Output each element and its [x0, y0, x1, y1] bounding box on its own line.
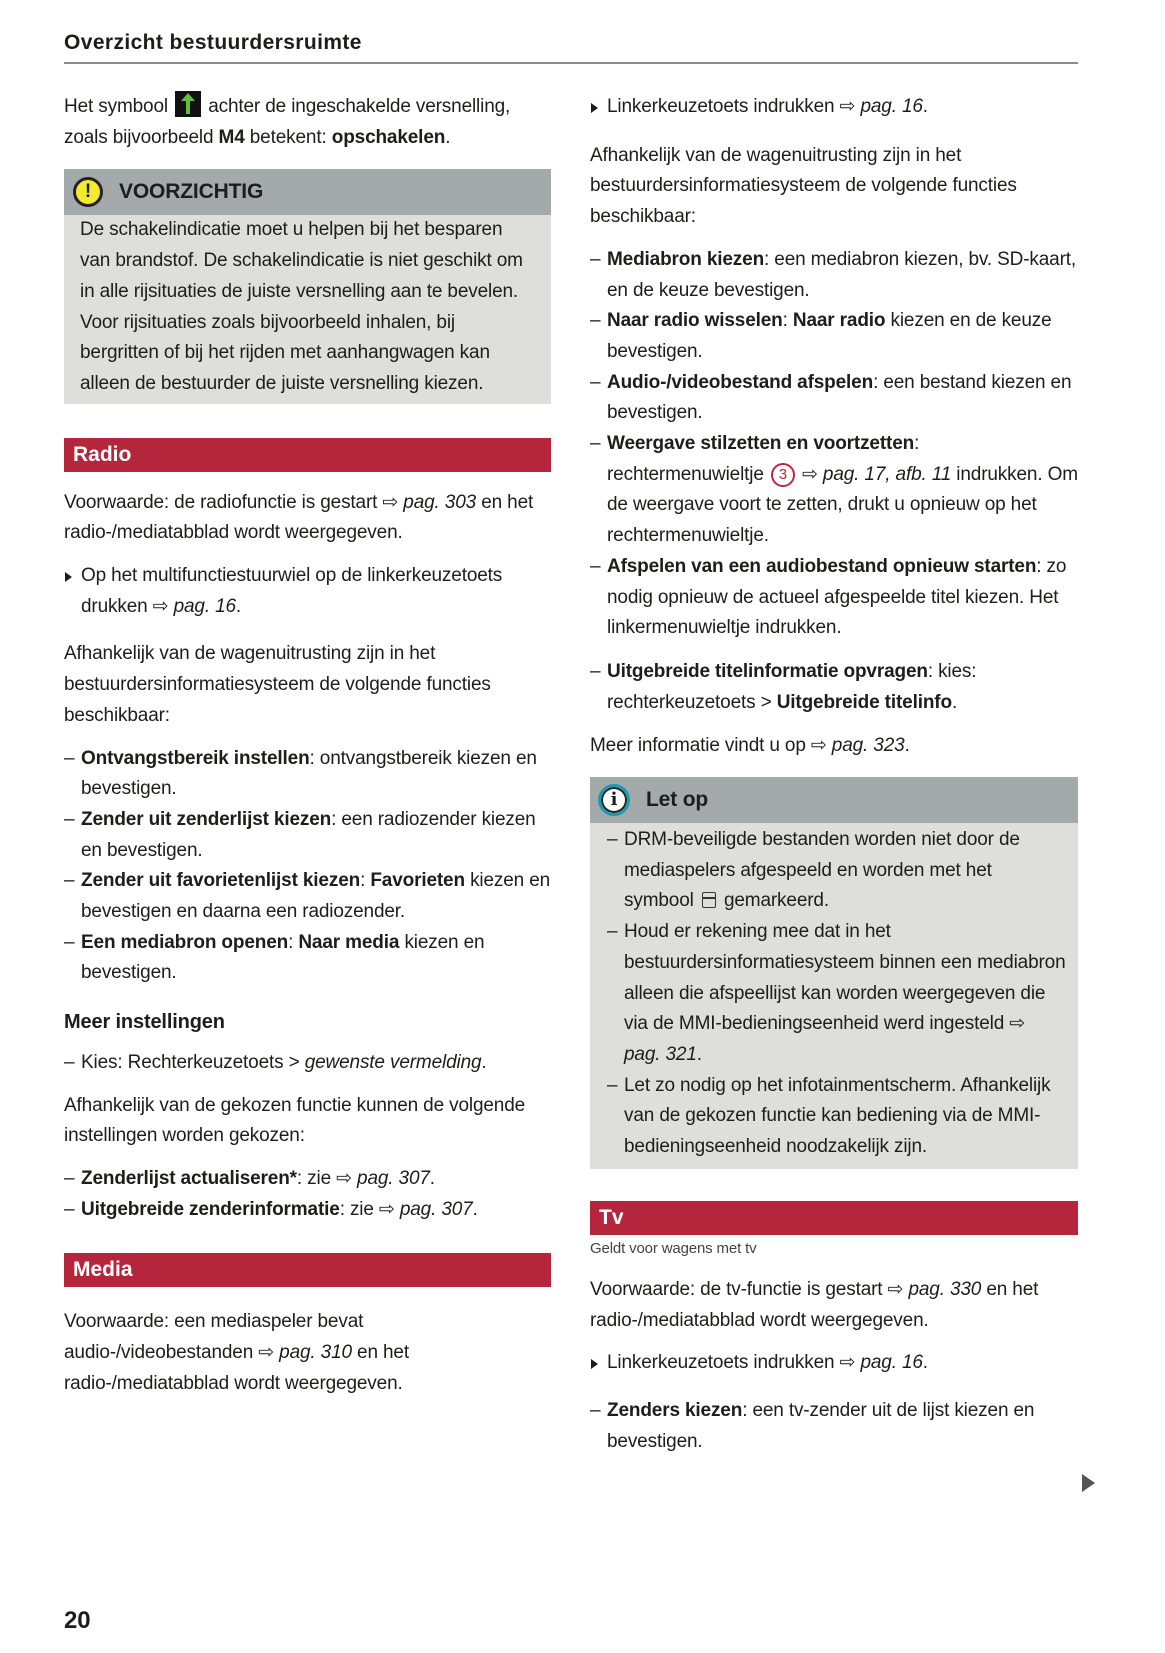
text: : — [782, 310, 793, 332]
text: betekent: — [244, 126, 332, 148]
bold-text: Zenders kiezen — [607, 1399, 743, 1421]
dash: – — [607, 829, 618, 851]
dash: – — [590, 371, 601, 393]
dash: – — [590, 555, 601, 577]
dash: – — [64, 1051, 75, 1073]
dash: – — [590, 1399, 601, 1421]
page-reference: pag. 321 — [624, 1043, 697, 1065]
text: kiezen en bevestigen. — [81, 931, 485, 984]
dash: – — [64, 931, 75, 953]
page-reference: pag. 310 — [279, 1342, 352, 1364]
more-settings-heading: Meer instellingen — [64, 1011, 225, 1034]
list-item-text — [81, 1052, 487, 1073]
tv-condition — [590, 1275, 1078, 1336]
dash: – — [64, 747, 75, 769]
text: Linkerkeuzetoets indrukken ⇨ — [607, 96, 861, 117]
text: Voorwaarde: de radiofunctie is gestart ⇨ — [64, 491, 404, 513]
dash: – — [64, 1167, 75, 1189]
media-condition — [64, 1307, 551, 1399]
page-reference: gewenste vermelding — [304, 1051, 482, 1073]
text: : rechtermenuwieltje — [607, 433, 920, 485]
header-divider — [64, 62, 1078, 64]
bold-text: Uitgebreide zenderinformatie — [81, 1198, 340, 1220]
dash: – — [64, 870, 75, 892]
tv-subtitle: Geldt voor wagens met tv — [590, 1239, 757, 1257]
page-reference: pag. 17, afb. 11 — [822, 463, 952, 485]
dash: – — [590, 660, 601, 682]
list-item-text — [81, 1199, 478, 1220]
lock-icon — [702, 892, 716, 908]
text: en het radio-/mediatabblad wordt weergegeven. — [64, 491, 534, 544]
warning-box — [64, 169, 551, 403]
text: : zie ⇨ — [339, 1198, 400, 1220]
list-item — [64, 1195, 551, 1226]
text: Voorwaarde: een mediaspeler bevat audio-/videobestanden ⇨ — [64, 1311, 364, 1364]
text: Afhankelijk van de wagenuitrusting zijn in het bestuurdersinformatiesysteem de volgende functies beschikbaar: — [590, 144, 1017, 228]
bold-text: Weergave stilzetten en voortzetten — [607, 433, 915, 455]
text: gemarkeerd. — [718, 890, 829, 912]
page-number: 20 — [64, 1607, 91, 1634]
text: Kies: Rechterkeuzetoets > — [81, 1051, 305, 1073]
text: kiezen en bevestigen en daarna een radiozender. — [81, 870, 551, 923]
text: . — [951, 691, 958, 713]
text: Meer informatie vindt u op ⇨ — [590, 735, 832, 757]
dash: – — [590, 248, 601, 270]
text: DRM-beveiligde bestanden worden niet door de mediaspelers afgespeeld en worden met het symbool — [624, 829, 1020, 912]
text: Op het multifunctiestuurwiel op de linkerkeuzetoets drukken ⇨ — [81, 565, 503, 617]
more-settings-intro — [64, 1091, 551, 1152]
warning-title: VOORZICHTIG — [119, 180, 264, 204]
list-item-text — [607, 372, 1071, 424]
dash: – — [607, 1074, 618, 1096]
bold-text: M4 — [218, 126, 245, 148]
upshift-arrow-icon — [175, 91, 201, 117]
text: en het radio-/mediatabblad wordt weergegeven. — [64, 1342, 409, 1394]
bold-text: Naar radio — [792, 310, 886, 332]
bold-text: Mediabron kiezen — [607, 248, 765, 270]
note-list — [590, 823, 1078, 1169]
note-box — [590, 777, 1078, 1169]
tv-step — [590, 1348, 1078, 1379]
text: . — [472, 1198, 478, 1220]
list-item — [590, 552, 1078, 644]
page-reference: pag. 307 — [357, 1167, 430, 1189]
list-item — [590, 429, 1078, 552]
page-reference: pag. 16 — [860, 96, 923, 117]
page-reference: pag. 330 — [908, 1278, 982, 1300]
text: achter de ingeschakelde versnelling, zoals bijvoorbeeld — [64, 96, 511, 148]
text: Houd er rekening mee dat in het bestuurdersinformatiesysteem binnen een mediabron alleen die afspeellijst kan worden weergegeven die via de MMI-bedieningseenheid werd ingesteld ⇨ — [624, 921, 1066, 1035]
dash: – — [607, 921, 618, 943]
text: . — [696, 1043, 702, 1065]
bold-text: Een mediabron openen — [81, 931, 289, 953]
text: : een mediabron kiezen, bv. SD-kaart, en de keuze bevestigen. — [607, 248, 1077, 301]
bold-text: Afspelen van een audiobestand opnieuw starten — [607, 555, 1037, 577]
list-item-text — [624, 921, 1066, 1065]
more-settings-options — [64, 1164, 551, 1225]
text: : zie ⇨ — [296, 1167, 358, 1189]
text: . — [922, 1352, 928, 1374]
list-item — [64, 928, 551, 989]
text: Linkerkeuzetoets indrukken ⇨ — [607, 1352, 861, 1374]
media-functions-list — [590, 245, 1078, 644]
text: : ontvangstbereik kiezen en bevestigen. — [81, 747, 537, 800]
text: : kies: rechterkeuzetoets > — [607, 660, 977, 713]
bold-text: Favorieten — [370, 870, 465, 892]
list-item — [64, 1048, 551, 1079]
text: : een radiozender kiezen en bevestigen. — [81, 808, 536, 861]
media-functions-list-extra — [590, 657, 1078, 718]
list-item-text — [81, 870, 550, 922]
bold-text: opschakelen — [331, 126, 446, 148]
page-reference: pag. 323 — [831, 735, 905, 757]
info-icon: i — [598, 784, 630, 816]
list-item — [64, 866, 551, 927]
list-item-text — [607, 249, 1076, 301]
list-item-text — [81, 748, 537, 800]
bold-text: Naar media — [298, 931, 400, 953]
list-item — [590, 306, 1078, 367]
warning-icon: ! — [73, 177, 103, 207]
bold-text: Naar radio wisselen — [607, 310, 783, 332]
section-heading-media: Media — [64, 1253, 551, 1287]
bold-text: Zender uit favorietenlijst kiezen — [81, 870, 361, 892]
warning-header — [64, 169, 551, 215]
text: indrukken. Om de weergave voort te zetten, drukt u opnieuw op het rechtermenuwieltje. — [607, 463, 1078, 547]
text: kiezen en de keuze bevestigen. — [607, 310, 1052, 362]
text: . — [904, 735, 910, 757]
list-item-text — [607, 556, 1066, 638]
text: Het symbool — [64, 96, 174, 117]
text: : — [360, 870, 371, 892]
more-info — [590, 731, 1078, 762]
text: . — [235, 595, 242, 617]
dash: – — [590, 310, 601, 332]
page-reference: pag. 303 — [403, 491, 477, 513]
dash: – — [64, 808, 75, 830]
list-item-text — [607, 310, 1052, 362]
list-item-text — [81, 1168, 435, 1189]
page-reference: pag. 307 — [399, 1198, 473, 1220]
text: Voorwaarde: de tv-functie is gestart ⇨ — [590, 1278, 909, 1300]
continue-arrow-icon — [1082, 1474, 1095, 1492]
radio-condition — [64, 488, 551, 549]
media-functions-intro — [590, 141, 1078, 233]
page-reference: pag. 16 — [173, 595, 236, 617]
text: . — [481, 1051, 487, 1073]
radio-functions-list — [64, 744, 551, 990]
list-item-text — [81, 932, 484, 984]
text: : — [288, 931, 299, 953]
bold-text: Uitgebreide titelinfo — [776, 691, 952, 713]
bold-text: Ontvangstbereik instellen — [81, 747, 310, 769]
note-title: Let op — [646, 787, 709, 811]
list-item-text — [624, 1075, 1050, 1157]
text: Afhankelijk van de wagenuitrusting zijn in het bestuurdersinformatiesysteem de volgende functies beschikbaar: — [64, 643, 491, 726]
more-settings-list — [64, 1048, 551, 1079]
list-item — [590, 1396, 1078, 1457]
text: Afhankelijk van de gekozen functie kunnen de volgende instellingen worden gekozen: — [64, 1094, 526, 1147]
text: Let zo nodig op het infotainmentscherm. Afhankelijk van de gekozen functie kan bediening via de MMI-bedieningseenheid noodzakelijk zijn. — [624, 1074, 1051, 1158]
text: ⇨ — [796, 463, 823, 485]
text: : zo nodig opnieuw de actueel afgespeelde titel kiezen. Het linkermenuwieltje indrukken. — [607, 555, 1067, 639]
section-heading-tv: Tv — [590, 1201, 1078, 1235]
list-item-text — [81, 809, 536, 861]
upshift-intro — [64, 91, 551, 153]
bold-text: Zender uit zenderlijst kiezen — [81, 808, 332, 830]
note-header — [590, 777, 1078, 823]
callout-number: 3 — [771, 463, 795, 487]
warning-body: De schakelindicatie moet u helpen bij het besparen van brandstof. De schakelindicatie is niet geschikt om in alle rijsituaties de juiste versnelling aan te bevelen. Voor rijsituaties zoals bijvoorbeeld inhalen, bij bergritten of bij het rijden met aanhangwagen kan alleen de bestuurder de juiste versnelling kiezen. — [64, 215, 551, 403]
list-item — [590, 657, 1078, 718]
section-heading-radio: Radio — [64, 438, 551, 472]
bold-text: Zenderlijst actualiseren* — [81, 1167, 297, 1189]
list-item — [607, 825, 1066, 917]
list-item — [64, 805, 551, 866]
list-item — [64, 1164, 551, 1195]
page-reference: pag. 16 — [860, 1352, 923, 1374]
dash: – — [590, 433, 601, 455]
list-item — [590, 245, 1078, 306]
radio-functions-intro — [64, 639, 551, 731]
bold-text: Audio-/videobestand afspelen — [607, 371, 874, 393]
bold-text: Uitgebreide titelinformatie opvragen — [607, 660, 928, 682]
left-column — [64, 91, 551, 1400]
text: : een bestand kiezen en bevestigen. — [607, 371, 1072, 424]
list-item — [64, 744, 551, 805]
text: . — [922, 96, 928, 117]
text: . — [429, 1167, 435, 1189]
list-item — [607, 917, 1066, 1071]
text: : een tv-zender uit de lijst kiezen en bevestigen. — [607, 1399, 1035, 1452]
page-header-title: Overzicht bestuurdersruimte — [64, 31, 362, 54]
right-column — [590, 92, 1078, 1457]
text: en het radio-/mediatabblad wordt weergegeven. — [590, 1278, 1039, 1331]
list-item-text — [607, 1400, 1034, 1452]
dash: – — [64, 1198, 75, 1220]
list-item-text — [607, 661, 976, 713]
radio-step — [64, 561, 551, 622]
list-item — [607, 1071, 1066, 1163]
list-item — [590, 368, 1078, 429]
tv-functions-list — [590, 1396, 1078, 1457]
text: . — [445, 126, 451, 148]
list-item-text — [624, 829, 1020, 911]
media-step — [590, 92, 1078, 123]
list-item-text — [607, 433, 1078, 546]
